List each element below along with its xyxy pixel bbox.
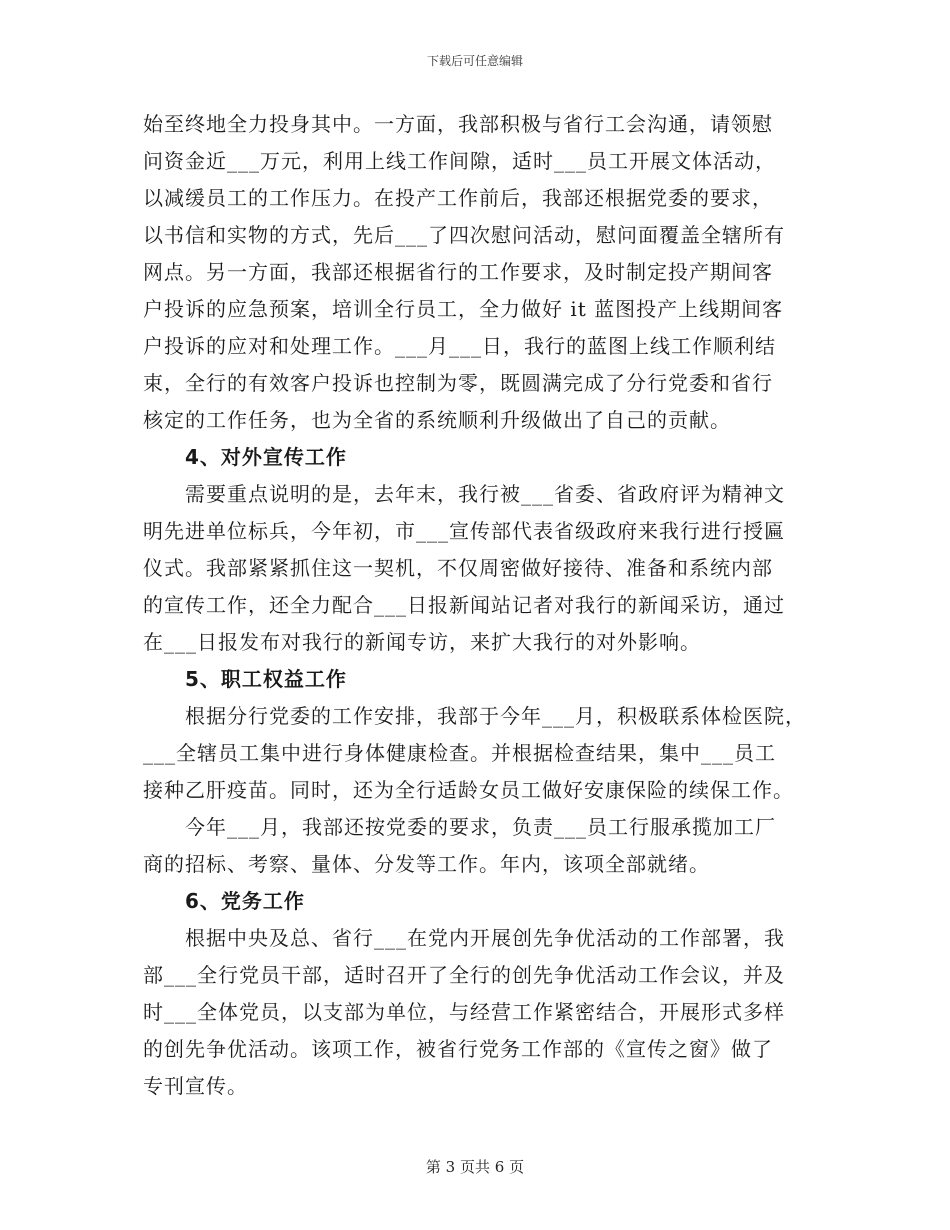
text-line: 专刊宣传。 xyxy=(143,1074,248,1098)
text-line: 需要重点说明的是，去年末，我行被___省委、省政府评为精神文 xyxy=(185,482,785,506)
text-line: 部___全行党员干部，适时召开了全行的创先争优活动工作会议，并及 xyxy=(143,963,785,987)
text-line: 网点。另一方面，我部还根据省行的工作要求，及时制定投产期间客 xyxy=(143,260,773,284)
text-line: 户投诉的应急预案，培训全行员工，全力做好 it 蓝图投产上线期间客 xyxy=(143,297,784,321)
page-number-footer: 第 3 页共 6 页 xyxy=(425,1158,525,1176)
text-line: 的宣传工作，还全力配合___日报新闻站记者对我行的新闻采访，通过 xyxy=(143,593,785,617)
section-heading: 6、党务工作 xyxy=(185,889,305,913)
text-line: 接种乙肝疫苗。同时，还为全行适龄女员工做好安康保险的续保工作。 xyxy=(143,778,794,802)
text-line: 核定的工作任务，也为全省的系统顺利升级做出了自己的贡献。 xyxy=(143,408,731,432)
text-line: 以书信和实物的方式，先后___了四次慰问活动，慰问面覆盖全辖所有 xyxy=(143,223,785,247)
section-heading: 4、对外宣传工作 xyxy=(185,445,347,469)
text-line: 商的招标、考察、量体、分发等工作。年内，该项全部就绪。 xyxy=(143,852,710,876)
text-line: 仪式。我部紧紧抓住这一契机，不仅周密做好接待、准备和系统内部 xyxy=(143,556,773,580)
text-line: 户投诉的应对和处理工作。___月___日，我行的蓝图上线工作顺利结 xyxy=(143,334,776,358)
section-heading: 5、职工权益工作 xyxy=(185,667,347,691)
text-line: 以减缓员工的工作压力。在投产工作前后，我部还根据党委的要求， xyxy=(143,186,773,210)
text-line: 问资金近___万元，利用上线工作间隙，适时___员工开展文体活动， xyxy=(143,149,776,173)
text-line: ___全辖员工集中进行身体健康检查。并根据检查结果，集中___员工 xyxy=(143,741,776,765)
text-line: 根据中央及总、省行___在党内开展创先争优活动的工作部署，我 xyxy=(185,926,785,950)
document-body xyxy=(143,106,843,1105)
text-line: 在___日报发布对我行的新闻专访，来扩大我行的对外影响。 xyxy=(143,630,701,654)
text-line: 时___全体党员，以支部为单位，与经营工作紧密结合，开展形式多样 xyxy=(143,1000,785,1024)
page-header: 下载后可任意编辑 xyxy=(426,54,523,68)
text-line: 的创先争优活动。该项工作，被省行党务工作部的《宣传之窗》做了 xyxy=(143,1037,773,1061)
text-line: 始至终地全力投身其中。一方面，我部积极与省行工会沟通，请领慰 xyxy=(143,112,773,136)
text-line: 束，全行的有效客户投诉也控制为零，既圆满完成了分行党委和省行 xyxy=(143,371,773,395)
text-line: 明先进单位标兵，今年初，市___宣传部代表省级政府来我行进行授匾 xyxy=(143,519,785,543)
text-line: 根据分行党委的工作安排，我部于今年___月，积极联系体检医院， xyxy=(185,704,806,728)
text-line: 今年___月，我部还按党委的要求，负责___员工行服承揽加工厂 xyxy=(185,815,776,839)
